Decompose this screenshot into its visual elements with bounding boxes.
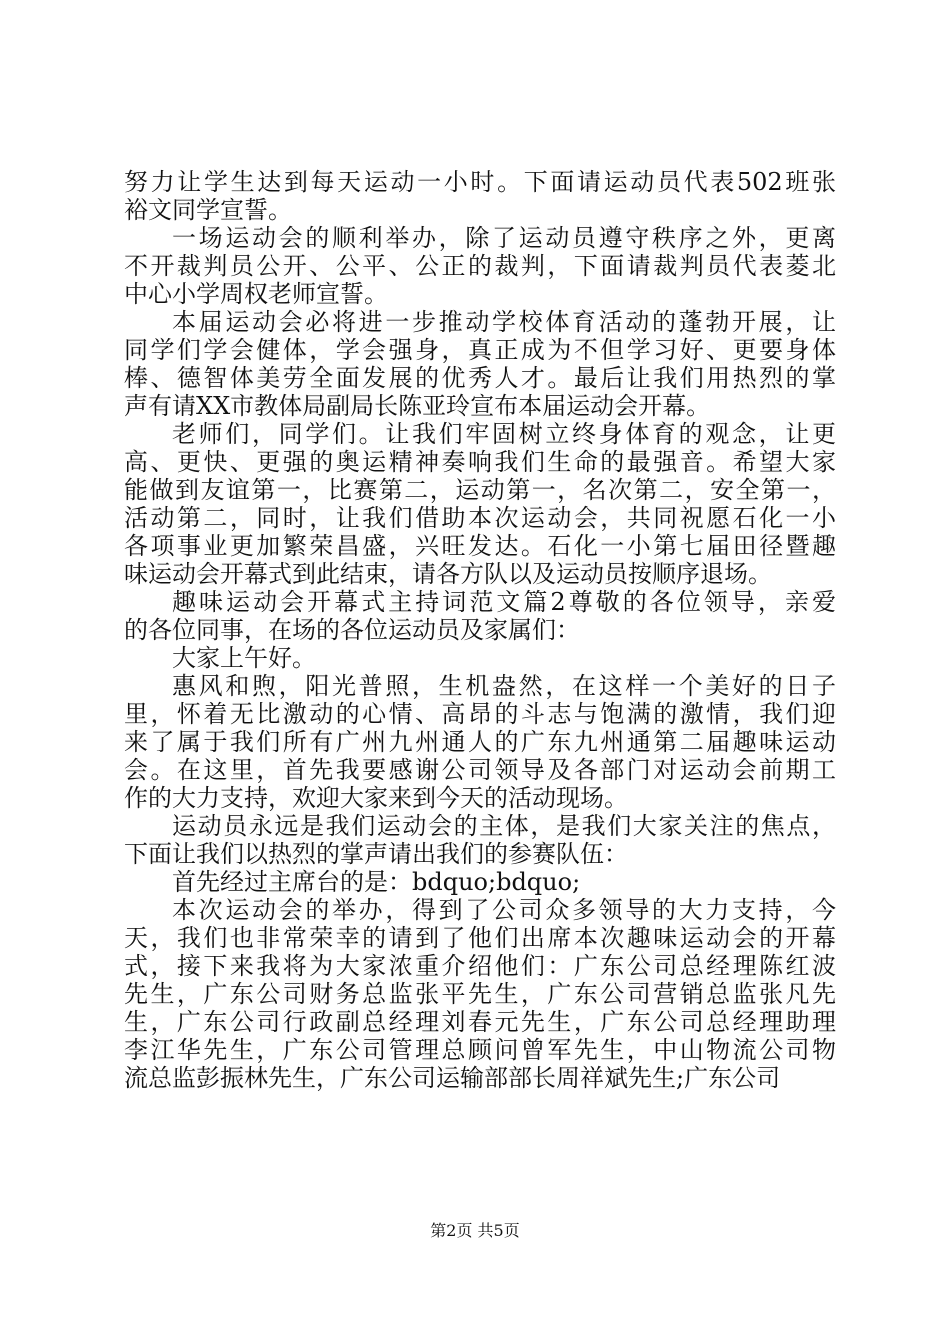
text-line: 一场运动会的顺利举办，除了运动员遵守秩序之外，更离 bbox=[172, 224, 836, 252]
paragraph bbox=[124, 420, 836, 588]
text-line: 李江华先生，广东公司管理总顾问曾军先生，中山物流公司物 bbox=[124, 1036, 836, 1064]
text-line: 运动员永远是我们运动会的主体，是我们大家关注的焦点， bbox=[172, 812, 836, 840]
paragraph bbox=[124, 644, 836, 672]
text-line: 首先经过主席台的是：bdquo;bdquo; bbox=[172, 868, 581, 896]
text-line: 裕文同学宣誓。 bbox=[124, 196, 292, 224]
paragraph bbox=[124, 224, 836, 308]
text-line: 惠风和煦，阳光普照，生机盎然，在这样一个美好的日子 bbox=[172, 672, 836, 700]
paragraph bbox=[124, 868, 836, 896]
page-footer: 第2页 共5页 bbox=[430, 1221, 520, 1240]
text-line: 里，怀着无比激动的心情、高昂的斗志与饱满的激情，我们迎 bbox=[124, 700, 836, 728]
paragraph bbox=[124, 588, 836, 644]
text-line: 流总监彭振林先生，广东公司运输部部长周祥斌先生;广东公司 bbox=[124, 1064, 781, 1092]
text-line: 高、更快、更强的奥运精神奏响我们生命的最强音。希望大家 bbox=[124, 448, 836, 476]
paragraph bbox=[124, 896, 836, 1092]
text-line: 活动第二，同时，让我们借助本次运动会，共同祝愿石化一小 bbox=[124, 504, 836, 532]
text-line: 能做到友谊第一，比赛第二，运动第一，名次第二，安全第一， bbox=[124, 476, 836, 504]
paragraph bbox=[124, 672, 836, 812]
text-line: 努力让学生达到每天运动一小时。下面请运动员代表502班张 bbox=[124, 168, 836, 196]
text-line: 会。在这里，首先我要感谢公司领导及各部门对运动会前期工 bbox=[124, 756, 836, 784]
paragraph bbox=[124, 308, 836, 420]
text-line: 味运动会开幕式到此结束，请各方队以及运动员按顺序退场。 bbox=[124, 560, 772, 588]
text-line: 各项事业更加繁荣昌盛，兴旺发达。石化一小第七届田径暨趣 bbox=[124, 532, 836, 560]
text-line: 不开裁判员公开、公平、公正的裁判，下面请裁判员代表菱北 bbox=[124, 252, 836, 280]
text-line: 同学们学会健体，学会强身，真正成为不但学习好、更要身体 bbox=[124, 336, 836, 364]
text-line: 大家上午好。 bbox=[172, 644, 316, 672]
text-line: 的各位同事，在场的各位运动员及家属们： bbox=[124, 616, 580, 644]
paragraph bbox=[124, 168, 836, 224]
text-line: 老师们，同学们。让我们牢固树立终身体育的观念，让更 bbox=[172, 420, 836, 448]
text-line: 中心小学周权老师宣誓。 bbox=[124, 280, 388, 308]
text-line: 来了属于我们所有广州九州通人的广东九州通第二届趣味运动 bbox=[124, 728, 836, 756]
text-line: 棒、德智体美劳全面发展的优秀人才。最后让我们用热烈的掌 bbox=[124, 364, 836, 392]
text-line: 本届运动会必将进一步推动学校体育活动的蓬勃开展，让 bbox=[172, 308, 836, 336]
paragraph bbox=[124, 812, 836, 868]
document-body bbox=[124, 168, 836, 1092]
text-line: 生，广东公司行政副总经理刘春元先生，广东公司总经理助理 bbox=[124, 1008, 836, 1036]
text-line: 式，接下来我将为大家浓重介绍他们：广东公司总经理陈红波 bbox=[124, 952, 836, 980]
text-line: 本次运动会的举办，得到了公司众多领导的大力支持，今 bbox=[172, 896, 836, 924]
text-line: 下面让我们以热烈的掌声请出我们的参赛队伍： bbox=[124, 840, 628, 868]
text-line: 声有请XX市教体局副局长陈亚玲宣布本届运动会开幕。 bbox=[124, 392, 711, 420]
text-line: 天，我们也非常荣幸的请到了他们出席本次趣味运动会的开幕 bbox=[124, 924, 836, 952]
text-line: 趣味运动会开幕式主持词范文篇2尊敬的各位领导，亲爱 bbox=[172, 588, 836, 616]
text-line: 作的大力支持，欢迎大家来到今天的活动现场。 bbox=[124, 784, 628, 812]
text-line: 先生，广东公司财务总监张平先生，广东公司营销总监张凡先 bbox=[124, 980, 836, 1008]
